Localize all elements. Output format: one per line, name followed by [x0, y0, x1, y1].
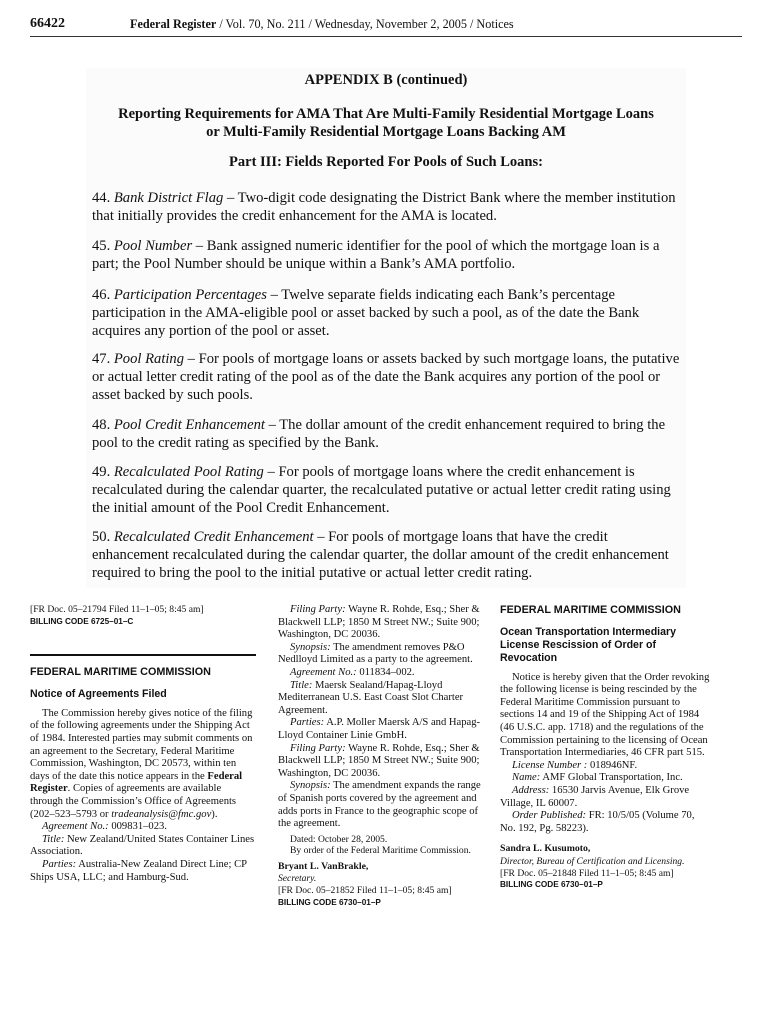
- field-label: Name:: [512, 772, 541, 784]
- intro-text-c: ).: [211, 808, 218, 820]
- column-1: [30, 604, 256, 884]
- item-text: – Twelve separate fields indicating each Bank’s percentage participation in the AMA-eligible pool or asset backed by such a pool, as of the date the Bank acquires any portion of the pool or asset.: [92, 287, 640, 339]
- field-item-46: [92, 286, 684, 340]
- item-term: Recalculated Pool Rating: [113, 464, 264, 480]
- item-term: Pool Credit Enhancement: [113, 417, 265, 433]
- fr-doc-line: [FR Doc. 05–21794 Filed 11–1–05; 8:45 am]: [30, 604, 204, 615]
- billing-code: BILLING CODE 6725–01–C: [30, 616, 134, 626]
- intro-text-b: . Copies of agreements are available through the Commission’s Office of Agreements (202–523–5793 or: [30, 783, 237, 820]
- license-number: [500, 760, 712, 773]
- item-text: – Two-digit code designating the District Bank where the member institution that initially provides the credit enhancement for the AMA is located.: [92, 190, 676, 224]
- field-value: The amendment expands the range of Spanish ports covered by the agreement and adds ports in France to the geographic scope of the agreement.: [278, 780, 481, 830]
- synopsis: [278, 780, 486, 830]
- agency-heading: FEDERAL MARITIME COMMISSION: [30, 666, 211, 679]
- item-number: 49.: [92, 464, 114, 480]
- field-label: Agreement No.:: [290, 666, 357, 678]
- licensee-name: [500, 772, 712, 785]
- field-value: FR: 10/5/05 (Volume 70, No. 192, Pg. 58223).: [500, 810, 695, 834]
- field-value: Maersk Sealand/Hapag-Lloyd Mediterranean U.S. East Coast Slot Charter Agreement.: [278, 679, 464, 716]
- field-label: Title:: [42, 833, 65, 845]
- field-value: 011834–002.: [356, 666, 415, 678]
- page-header: [30, 14, 742, 37]
- item-term: Recalculated Credit Enhancement: [113, 529, 314, 545]
- field-label: License Number :: [512, 759, 588, 771]
- order-published: [500, 810, 712, 835]
- appendix-subtitle-line1: Reporting Requirements for AMA That Are Multi-Family Residential Mortgage Loans: [118, 106, 654, 122]
- agreement-parties: [278, 717, 486, 742]
- item-term: Pool Rating: [113, 351, 185, 367]
- field-item-44: [92, 189, 684, 225]
- agreement-number: [278, 667, 486, 680]
- header-issue: / Vol. 70, No. 211 / Wednesday, November 2, 2005 / Notices: [216, 17, 514, 31]
- header-citation: [130, 17, 514, 32]
- signer-title: [500, 856, 712, 868]
- federal-register-ref: Federal Register: [30, 770, 243, 795]
- agreement-title: [30, 834, 256, 859]
- item-text: – Bank assigned numeric identifier for the pool of which the mortgage loan is a part; the Pool Number should be unique within a Bank’s AMA portfolio.: [92, 238, 660, 272]
- item-term: Pool Number: [113, 238, 193, 254]
- appendix-title: APPENDIX B (continued): [304, 72, 468, 88]
- item-text: – For pools of mortgage loans or assets backed by such mortgage loans, the putative or actual letter credit rating of the pool as of the date the Bank acquires any portion of the pool or asset backed by such pools.: [92, 351, 680, 403]
- field-label: Order Published:: [512, 810, 587, 822]
- order-line: By order of the Federal Maritime Commission.: [290, 845, 471, 857]
- item-number: 44.: [92, 190, 114, 206]
- notice-subject: Notice of Agreements Filed: [30, 687, 167, 700]
- agreement-parties: [30, 859, 256, 884]
- synopsis: [278, 642, 486, 667]
- agency-heading: FEDERAL MARITIME COMMISSION: [500, 604, 681, 616]
- agreement-title: [278, 680, 486, 718]
- signer-title-text: Director, Bureau of Certification and Licensing.: [500, 855, 685, 867]
- item-number: 48.: [92, 417, 114, 433]
- billing-code: BILLING CODE 6730–01–P: [500, 880, 603, 890]
- signer-title: [278, 873, 486, 885]
- intro-paragraph: Notice is hereby given that the Order revoking the following license is being rescinded by the Federal Maritime Commission pursuant to sections 14 and 19 of the Shipping Act of 1984 (46 U.S.C. app. 1718) and the regulations of the Commission pertaining to the licensing of Ocean Transportation Intermediaries, 46 CFR part 515.: [500, 671, 710, 759]
- signer-title-text: Secretary.: [278, 873, 317, 885]
- signer-name: Sandra L. Kusumoto,: [500, 843, 591, 855]
- item-text: – For pools of mortgage loans that have the credit enhancement recalculated during the calendar quarter, the dollar amount of the credit enhancement required to bring the pool to the initial putative or actual letter credit rating.: [92, 529, 669, 581]
- billing-code: BILLING CODE 6730–01–P: [278, 897, 381, 907]
- appendix-part-heading: Part III: Fields Reported For Pools of Such Loans:: [229, 154, 543, 170]
- field-label: Synopsis:: [290, 780, 331, 792]
- field-value: New Zealand/United States Container Lines Association.: [30, 833, 255, 858]
- publication-name: Federal Register: [130, 17, 217, 31]
- notice-subject: Ocean Transportation Intermediary License Rescission of Order of Revocation: [500, 625, 677, 664]
- item-number: 50.: [92, 529, 114, 545]
- item-number: 46.: [92, 287, 114, 303]
- item-term: Bank District Flag: [113, 190, 224, 206]
- field-item-45: [92, 237, 684, 273]
- field-value: 018946NF.: [587, 759, 638, 771]
- field-label: Parties:: [42, 858, 77, 870]
- filing-party: [278, 604, 486, 642]
- licensee-address: [500, 785, 712, 810]
- fr-doc-line: [FR Doc. 05–21852 Filed 11–1–05; 8:45 am]: [278, 885, 452, 897]
- field-item-50: [92, 528, 684, 582]
- column-2: [278, 604, 486, 909]
- section-divider: [30, 654, 256, 656]
- intro-text-a: The Commission hereby gives notice of the filing of the following agreements under the Shipping Act of 1984. Interested parties may submit comments on an agreement to the Secretary, Federal Maritime Commission, Washington, DC 20573, within ten days of the date this notice appears in the: [30, 707, 253, 782]
- field-label: Address:: [512, 784, 550, 796]
- column-3: [500, 604, 712, 892]
- field-value: AMF Global Transportation, Inc.: [540, 772, 683, 784]
- field-label: Title:: [290, 679, 313, 691]
- dated-line: Dated: October 28, 2005.: [290, 833, 388, 845]
- email-address: tradeanalysis@fmc.gov: [111, 808, 212, 820]
- item-text: – For pools of mortgage loans where the credit enhancement is recalculated during the calendar quarter, the recalculated putative or actual letter credit rating using the initial amount of the Pool Credit Enhancement.: [92, 464, 671, 516]
- field-value: Wayne R. Rohde, Esq.; Sher & Blackwell LLP; 1850 M Street NW.; Suite 900; Washington, DC 20036.: [278, 604, 480, 641]
- agreement-number: [30, 821, 256, 834]
- filing-party: [278, 743, 486, 781]
- field-label: Agreement No.:: [42, 821, 109, 833]
- field-value: 009831–023.: [108, 821, 167, 833]
- field-value: Wayne R. Rohde, Esq.; Sher & Blackwell LLP; 1850 M Street NW.; Suite 900; Washington, DC 20036.: [278, 742, 480, 779]
- field-label: Parties:: [290, 717, 325, 729]
- field-value: Australia-New Zealand Direct Line; CP Ships USA, LLC; and Hamburg-Sud.: [30, 858, 247, 883]
- page-number: 66422: [30, 16, 65, 31]
- field-label: Filing Party:: [290, 742, 346, 754]
- item-number: 47.: [92, 351, 114, 367]
- field-value: 16530 Jarvis Avenue, Elk Grove Village, IL 60007.: [500, 784, 690, 809]
- appendix-subtitle-line2: or Multi-Family Residential Mortgage Loans Backing AM: [206, 124, 566, 140]
- field-item-47: [92, 350, 684, 404]
- item-number: 45.: [92, 238, 114, 254]
- fr-doc-line: [FR Doc. 05–21848 Filed 11–1–05; 8:45 am]: [500, 867, 674, 879]
- intro-paragraph: [30, 708, 256, 821]
- item-text: – The dollar amount of the credit enhancement required to bring the pool to the credit rating as specified by the Bank.: [92, 417, 666, 451]
- field-label: Filing Party:: [290, 604, 346, 615]
- item-term: Participation Percentages: [113, 287, 267, 303]
- field-item-48: [92, 416, 684, 452]
- signer-name: Bryant L. VanBrakle,: [278, 860, 369, 872]
- appendix-b-image: [86, 68, 686, 588]
- field-value: The amendment removes P&O Nedlloyd Limited as a party to the agreement.: [278, 641, 473, 666]
- field-value: A.P. Moller Maersk A/S and Hapag-Lloyd Container Linie GmbH.: [278, 717, 481, 741]
- field-label: Synopsis:: [290, 641, 331, 653]
- field-item-49: [92, 463, 684, 517]
